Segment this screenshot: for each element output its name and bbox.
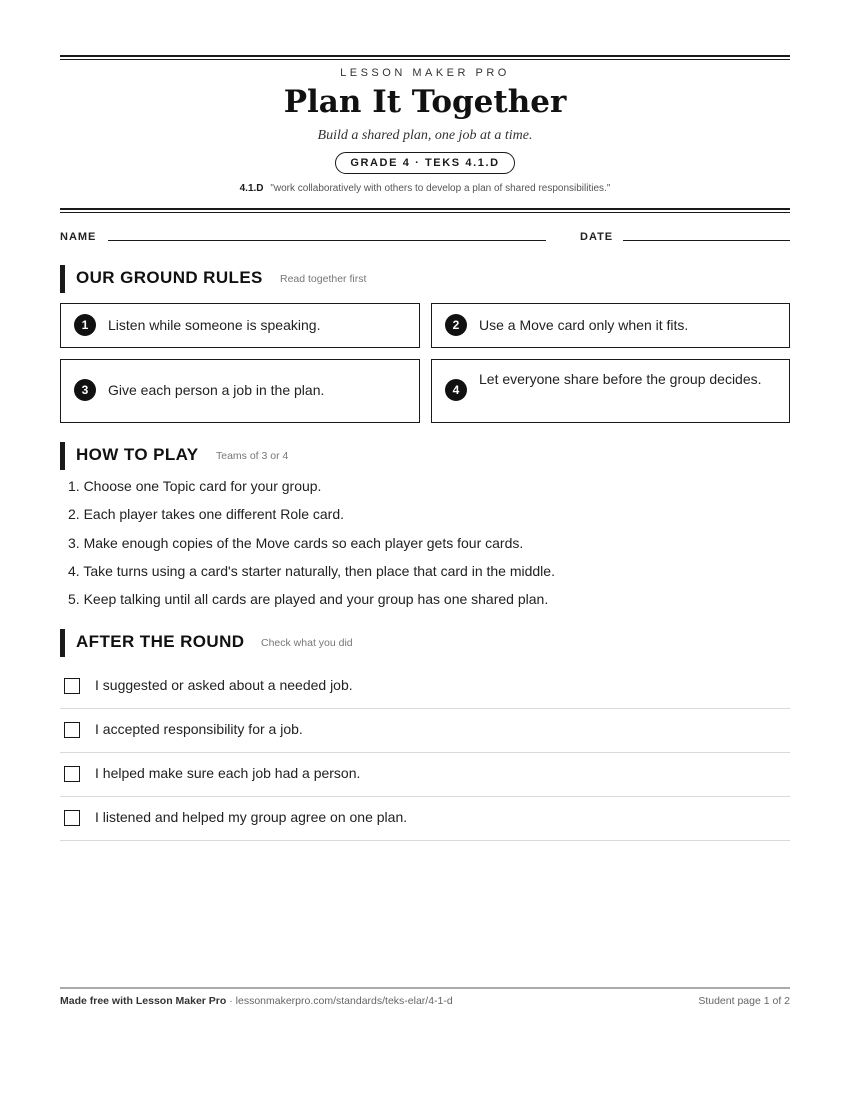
checklist-item (60, 710, 790, 753)
footer-made-with: Made free with Lesson Maker Pro (60, 995, 227, 1007)
grade-badge-wrap (60, 152, 790, 174)
rule-number-badge: 3 (74, 379, 96, 401)
rule-text: Use a Move card only when it fits. (479, 317, 689, 333)
steps-list (68, 476, 555, 617)
checklist-item (60, 754, 790, 797)
name-date-fields (60, 229, 790, 245)
worksheet-page (60, 0, 790, 1100)
section-bar (60, 265, 65, 293)
standard-text: "work collaboratively with others to develop a plan of shared responsibilities." (270, 183, 611, 194)
ground-rules-heading (60, 265, 790, 293)
footer-rule (60, 987, 790, 989)
checkbox[interactable] (64, 766, 80, 782)
footer-page-label: Student page 1 of 2 (698, 995, 790, 1007)
rule-text: Give each person a job in the plan. (108, 382, 325, 398)
step-item: 2. Each player takes one different Role card. (68, 506, 345, 523)
checklist-text: I listened and helped my group agree on one plan. (95, 809, 408, 825)
checklist-text: I accepted responsibility for a job. (95, 721, 303, 737)
section-title: AFTER THE ROUND (76, 632, 245, 651)
how-to-play-heading (60, 442, 790, 470)
date-field[interactable] (623, 240, 790, 241)
rule-number-badge: 4 (445, 379, 467, 401)
section-note: Read together first (280, 273, 367, 285)
section-title: HOW TO PLAY (76, 445, 199, 464)
standard-line (60, 183, 790, 194)
footer (60, 995, 790, 1007)
name-field[interactable] (108, 240, 546, 241)
checkbox[interactable] (64, 678, 80, 694)
footer-url[interactable]: · lessonmakerpro.com/standards/teks-elar/4-1-d (226, 995, 453, 1007)
checklist-text: I suggested or asked about a needed job. (95, 677, 353, 693)
rule-text: Let everyone share before the group decides. (479, 371, 762, 387)
grade-badge: GRADE 4 · TEKS 4.1.D (335, 152, 514, 174)
section-bar (60, 442, 65, 470)
rule-number-badge: 1 (74, 314, 96, 336)
date-label: DATE (580, 231, 614, 243)
checkbox[interactable] (64, 722, 80, 738)
section-note: Teams of 3 or 4 (216, 450, 289, 462)
section-title: OUR GROUND RULES (76, 268, 263, 287)
rule-text: Listen while someone is speaking. (108, 317, 321, 333)
ground-rule-card (60, 359, 420, 423)
section-bar (60, 629, 65, 657)
header-bottom-rule (60, 208, 790, 210)
step-item: 5. Keep talking until all cards are played and your group has one shared plan. (68, 591, 549, 608)
name-label: NAME (60, 231, 97, 243)
ground-rule-card (60, 303, 420, 348)
checklist-text: I helped make sure each job had a person. (95, 765, 361, 781)
standard-code: 4.1.D (239, 183, 264, 194)
section-note: Check what you did (261, 637, 353, 649)
top-double-rule (60, 55, 790, 57)
checkbox[interactable] (64, 810, 80, 826)
ground-rule-card (431, 303, 790, 348)
step-item: 4. Take turns using a card's starter naturally, then place that card in the middle. (68, 562, 555, 579)
checklist-item (60, 666, 790, 709)
step-item: 1. Choose one Topic card for your group. (68, 478, 322, 494)
page-subtitle: Build a shared plan, one job at a time. (317, 128, 533, 143)
brand-name: LESSON MAKER PRO (340, 67, 510, 79)
step-item: 3. Make enough copies of the Move cards so each player gets four cards. (68, 534, 524, 551)
checklist-item (60, 798, 790, 841)
after-round-heading (60, 629, 790, 657)
page-title: Plan It Together (283, 84, 567, 120)
rule-number-badge: 2 (445, 314, 467, 336)
ground-rule-card (431, 359, 790, 423)
